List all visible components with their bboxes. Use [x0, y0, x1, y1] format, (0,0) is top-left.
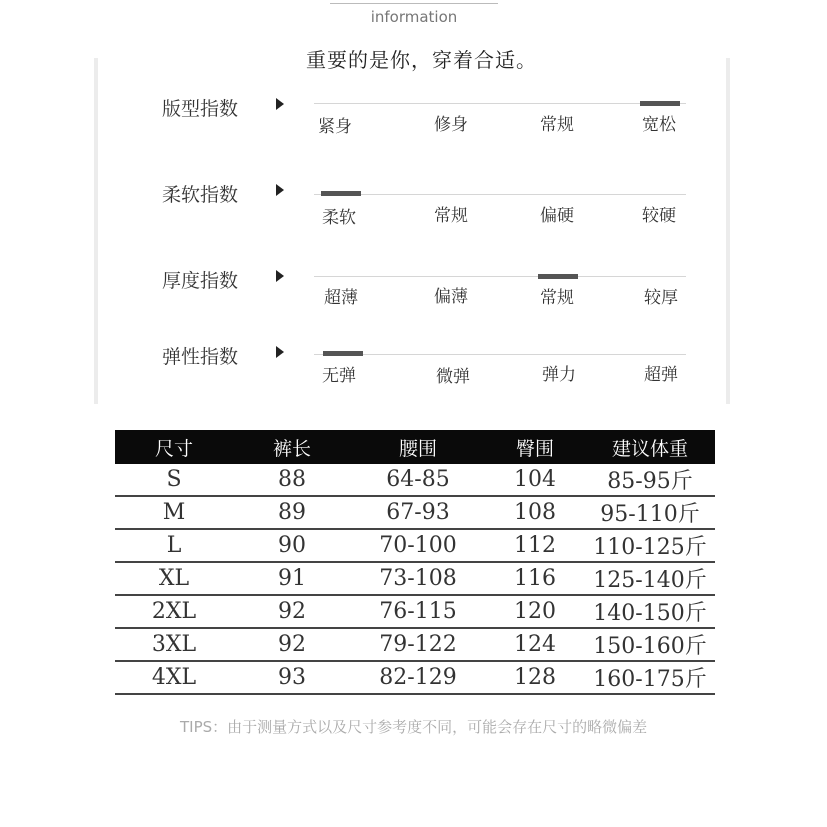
- index-track: [314, 354, 686, 355]
- table-cell: S: [115, 464, 233, 496]
- index-track: [314, 194, 686, 195]
- index-option: 宽松: [642, 115, 676, 135]
- index-marker: [640, 101, 680, 106]
- index-option: 较厚: [644, 288, 678, 308]
- index-option: 偏硬: [540, 206, 574, 226]
- table-cell: L: [115, 529, 233, 562]
- arrow-icon: [276, 346, 284, 358]
- table-cell: 79-122: [351, 628, 485, 661]
- index-marker: [321, 191, 361, 196]
- table-cell: 3XL: [115, 628, 233, 661]
- index-option: 修身: [434, 115, 468, 135]
- table-row: [115, 562, 715, 595]
- arrow-icon: [276, 98, 284, 110]
- index-row-fit: [0, 94, 827, 144]
- size-table: [115, 430, 715, 695]
- table-cell: 112: [485, 529, 585, 562]
- table-row: [115, 661, 715, 694]
- table-cell: 160-175斤: [585, 661, 715, 694]
- table-cell: 92: [233, 595, 351, 628]
- table-row: [115, 496, 715, 529]
- table-cell: 120: [485, 595, 585, 628]
- table-cell: 116: [485, 562, 585, 595]
- index-option: 柔软: [322, 208, 356, 228]
- table-row: [115, 628, 715, 661]
- column-header: 裤长: [233, 430, 351, 464]
- table-cell: 93: [233, 661, 351, 694]
- index-option: 较硬: [642, 206, 676, 226]
- arrow-icon: [276, 184, 284, 196]
- index-option: 无弹: [322, 366, 356, 386]
- index-option: 常规: [540, 115, 574, 135]
- table-cell: 124: [485, 628, 585, 661]
- index-option: 紧身: [318, 117, 352, 137]
- table-header-row: [115, 430, 715, 464]
- index-row-softness: [0, 180, 827, 230]
- table-cell: 91: [233, 562, 351, 595]
- table-cell: XL: [115, 562, 233, 595]
- table-cell: 90: [233, 529, 351, 562]
- table-cell: 76-115: [351, 595, 485, 628]
- table-cell: 92: [233, 628, 351, 661]
- table-cell: 108: [485, 496, 585, 529]
- tips-note: TIPS：由于测量方式以及尺寸参考度不同，可能会存在尺寸的略微偏差: [180, 718, 648, 736]
- index-option: 微弹: [436, 367, 470, 387]
- column-header: 臀围: [485, 430, 585, 464]
- index-marker: [323, 351, 363, 356]
- table-row: [115, 529, 715, 562]
- table-cell: 89: [233, 496, 351, 529]
- index-label: 版型指数: [162, 98, 239, 120]
- header-line: [330, 3, 498, 4]
- index-option: 偏薄: [434, 287, 468, 307]
- index-label: 柔软指数: [162, 184, 239, 206]
- table-cell: 128: [485, 661, 585, 694]
- table-cell: 125-140斤: [585, 562, 715, 595]
- index-option: 常规: [434, 206, 468, 226]
- table-row: [115, 464, 715, 496]
- table-cell: M: [115, 496, 233, 529]
- index-track: [314, 276, 686, 277]
- table-cell: 95-110斤: [585, 496, 715, 529]
- table-cell: 4XL: [115, 661, 233, 694]
- arrow-icon: [276, 270, 284, 282]
- index-option: 超弹: [644, 365, 678, 385]
- index-row-thickness: [0, 266, 827, 316]
- index-marker: [538, 274, 578, 279]
- table-cell: 64-85: [351, 464, 485, 496]
- index-option: 弹力: [542, 365, 576, 385]
- index-track: [314, 103, 686, 104]
- column-header: 腰围: [351, 430, 485, 464]
- table-cell: 110-125斤: [585, 529, 715, 562]
- index-option: 常规: [540, 288, 574, 308]
- column-header: 建议体重: [585, 430, 715, 464]
- table-cell: 88: [233, 464, 351, 496]
- index-label: 厚度指数: [162, 270, 239, 292]
- slogan: 重要的是你，穿着合适。: [306, 48, 537, 72]
- table-row: [115, 595, 715, 628]
- index-row-elasticity: [0, 342, 827, 392]
- table-cell: 73-108: [351, 562, 485, 595]
- table-cell: 85-95斤: [585, 464, 715, 496]
- index-label: 弹性指数: [162, 346, 239, 368]
- table-cell: 67-93: [351, 496, 485, 529]
- table-cell: 82-129: [351, 661, 485, 694]
- table-cell: 104: [485, 464, 585, 496]
- table-cell: 70-100: [351, 529, 485, 562]
- index-option: 超薄: [324, 288, 358, 308]
- table-cell: 140-150斤: [585, 595, 715, 628]
- table-cell: 150-160斤: [585, 628, 715, 661]
- table-cell: 2XL: [115, 595, 233, 628]
- info-header: information: [370, 8, 458, 26]
- column-header: 尺寸: [115, 430, 233, 464]
